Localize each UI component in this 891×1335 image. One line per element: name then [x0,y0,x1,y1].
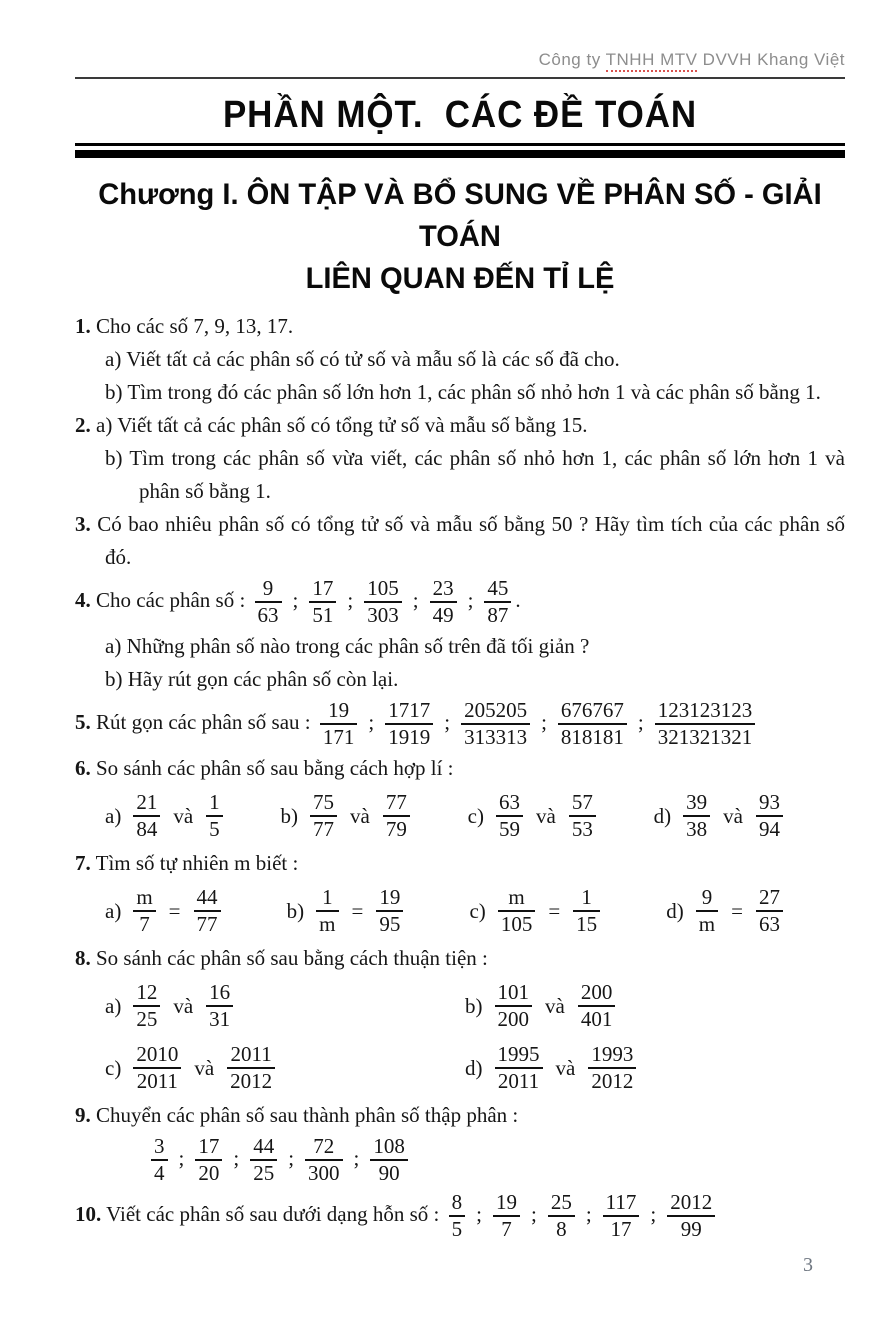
item-text: Tìm trong đó các phân số lớn hơn 1, các phân số nhỏ hơn 1 và các phân số bằng 1. [127,380,821,404]
fraction-denominator: m [698,912,716,936]
fraction-numerator: 44 [250,1135,277,1161]
problem-text: Có bao nhiêu phân số có tổng tử số và mẫu số bằng 50 ? Hãy tìm tích của các phân số đó. [97,512,846,569]
item-label: b) [105,667,123,691]
fraction-denominator: 321321321 [657,725,753,749]
fraction [495,981,533,1031]
fraction-pair [468,788,600,844]
item-label: a) [105,347,122,371]
fraction-numerator: 2011 [227,1043,275,1069]
fraction-numerator: m [133,886,155,912]
problem-1a [105,343,845,376]
pair-connector: và [545,993,565,1018]
item-label: a) [105,993,122,1018]
item-text: Tìm trong các phân số vừa viết, các phân số nhỏ hơn 1, các phân số lớn hơn 1 và phân số bằng 1. [129,446,845,503]
fraction-numerator: 63 [496,791,523,817]
fraction-denominator: 49 [432,603,454,627]
fraction-numerator: 72 [305,1135,343,1161]
fraction-denominator: 77 [196,912,218,936]
problem-6-items [105,785,845,847]
fraction-numerator: 9 [255,577,282,603]
problem-text: So sánh các phân số sau bằng cách thuận tiện : [96,946,488,970]
fraction [151,1135,168,1185]
fraction [655,699,756,749]
problem-number: 6. [75,756,91,780]
fraction [569,791,596,841]
fraction [667,1191,715,1241]
separator: ; [637,709,644,734]
fraction-denominator: 401 [580,1007,613,1031]
fraction-numerator: 1 [206,791,223,817]
fraction-numerator: 23 [430,577,457,603]
company-name-suffix: DVVH Khang Việt [697,50,845,69]
company-name [539,50,845,72]
fraction-denominator: 313313 [464,725,528,749]
pair-connector: và [173,993,194,1018]
problem-number: 8. [75,946,91,970]
item-label: d) [653,803,672,828]
fraction-numerator: 1995 [495,1043,543,1069]
fraction-denominator: 15 [576,912,598,936]
company-name-underlined: TNHH MTV [606,50,698,72]
item-label: b) [286,898,305,923]
problem-7-items [105,880,845,942]
problem-4 [75,574,845,630]
fraction [696,886,718,936]
fraction [498,886,536,936]
item-label: a) [105,803,122,828]
fraction [310,791,337,841]
fraction-numerator: 45 [484,577,511,603]
fraction-numerator: 205205 [461,699,530,725]
fraction-denominator: 4 [154,1161,165,1185]
fraction [449,1191,466,1241]
problem-text: Tìm số tự nhiên m biết : [95,851,299,875]
fraction-denominator: 31 [209,1007,231,1031]
item-text: Viết tất cả các phân số có tổng tử số và mẫu số bằng 15. [117,413,588,437]
fraction-denominator: 2011 [497,1069,540,1093]
problem-text: Viết các phân số sau dưới dạng hỗn số : [106,1201,440,1226]
problem-8-row1 [105,975,845,1037]
problem-number: 4. [75,587,91,612]
separator: ; [444,709,451,734]
company-name-prefix: Công ty [538,50,606,69]
fraction [364,577,402,627]
problem-2b [105,442,845,508]
pair-connector: và [536,803,556,828]
chapter-title-line2: LIÊN QUAN ĐẾN TỈ LỆ [305,262,615,295]
problem-5 [75,696,845,752]
problem-number: 1. [75,314,91,338]
fraction [588,1043,636,1093]
fraction [495,1043,543,1093]
fraction [493,1191,520,1241]
problem-2a [75,409,845,442]
pair-connector: và [555,1055,576,1080]
fraction-denominator: 38 [686,817,708,841]
problem-1b [105,376,845,409]
item-text: Hãy rút gọn các phân số còn lại. [127,667,399,691]
fraction [756,791,783,841]
fraction-numerator: 1 [573,886,600,912]
fraction-pair [105,1040,465,1096]
page-header [75,0,845,79]
item-label: b) [465,993,483,1018]
fraction [194,886,221,936]
problem-text: So sánh các phân số sau bằng cách hợp lí : [96,756,454,780]
fraction-denominator: m [319,912,336,936]
fraction-numerator: 44 [194,886,221,912]
fraction [383,791,410,841]
fraction-pair [105,883,225,939]
fraction-denominator: 7 [139,912,150,936]
fraction-denominator: 63 [257,603,279,627]
item-text: Những phân số nào trong các phân số trên đã tối giản ? [126,634,590,658]
fraction-numerator: 17 [309,577,336,603]
item-label: a) [105,898,122,923]
pair-connector: = [351,898,364,923]
separator: ; [467,587,474,612]
fraction-denominator: 2012 [591,1069,634,1093]
problem-number: 5. [75,709,91,734]
fraction [385,699,433,749]
fraction-denominator: 59 [499,817,520,841]
fraction-denominator: 90 [378,1161,400,1185]
part-title: PHẦN MỘT. CÁC ĐỀ TOÁN [222,94,698,136]
fraction-numerator: 3 [151,1135,168,1161]
item-label: d) [465,1055,483,1080]
item-label: b) [105,446,123,470]
separator: ; [541,709,547,734]
problem-3 [75,508,845,574]
separator: ; [233,1145,240,1170]
fraction-numerator: 57 [569,791,596,817]
separator: ; [476,1201,482,1226]
fraction [133,886,155,936]
separator: ; [650,1201,657,1226]
problem-1 [75,310,845,343]
fraction [558,699,627,749]
fraction [133,791,160,841]
fraction-pair [654,788,787,844]
fraction [206,981,233,1031]
pair-connector: và [350,803,370,828]
problem-9 [75,1099,845,1132]
trailing-punctuation: . [515,587,521,612]
fraction-numerator: 123123123 [655,699,756,725]
fraction-numerator: 16 [206,981,233,1007]
chapter-title [87,174,834,300]
fraction-numerator: 25 [548,1191,575,1217]
problem-6 [75,752,845,785]
fraction [309,577,336,627]
fraction-numerator: 9 [696,886,718,912]
problem-8-row2 [105,1037,845,1099]
fraction-denominator: 25 [253,1161,275,1185]
problem-9-fractions [147,1132,845,1188]
fraction-numerator: 676767 [558,699,627,725]
fraction-numerator: 17 [195,1135,222,1161]
fraction [320,699,358,749]
title-divider [75,143,845,158]
fraction-denominator: 5 [451,1217,463,1241]
fraction-denominator: 7 [501,1217,512,1241]
fraction [370,1135,408,1185]
problem-number: 2. [75,413,91,437]
fraction-list [445,1190,720,1241]
pair-connector: = [168,898,181,923]
fraction-pair [465,1040,640,1096]
separator: ; [288,1145,295,1170]
fraction-denominator: 8 [556,1217,567,1241]
item-text: Viết tất cả các phân số có tử số và mẫu số là các số đã cho. [126,347,620,371]
fraction-denominator: 63 [758,912,780,936]
problem-text: Cho các số 7, 9, 13, 17. [96,314,294,338]
fraction-denominator: 2012 [230,1069,273,1093]
fraction-numerator: 1 [316,886,338,912]
fraction-numerator: 1993 [588,1043,636,1069]
fraction [430,577,457,627]
fraction [496,791,523,841]
fraction-numerator: 117 [603,1191,640,1217]
separator: ; [353,1145,360,1170]
fraction [756,886,783,936]
problem-number: 3. [75,512,91,536]
fraction-denominator: 20 [198,1161,220,1185]
problem-4b [105,663,845,696]
fraction-denominator: 77 [313,817,334,841]
pair-connector: và [194,1055,215,1080]
fraction-numerator: 105 [364,577,402,603]
problem-number: 7. [75,851,91,875]
separator: ; [292,587,299,612]
fraction-numerator: 2010 [133,1043,181,1069]
separator: ; [585,1201,592,1226]
fraction [683,791,710,841]
chapter-title-line1: Chương I. ÔN TẬP VÀ BỔ SUNG VỀ PHÂN SỐ - GIẢI TOÁN [98,178,822,253]
item-label: a) [105,634,122,658]
fraction-denominator: 303 [367,603,399,627]
problem-number: 10. [75,1201,102,1226]
fraction-denominator: 79 [385,817,407,841]
fraction-numerator: 2012 [667,1191,715,1217]
fraction [133,981,160,1031]
fraction [578,981,616,1031]
problem-8 [75,942,845,975]
separator: ; [368,709,375,734]
fraction-numerator: 19 [493,1191,520,1217]
fraction-denominator: 818181 [560,725,624,749]
fraction [195,1135,222,1185]
item-label: c) [469,898,486,923]
fraction-pair [465,978,619,1034]
fraction [250,1135,277,1185]
problem-number: 9. [75,1103,91,1127]
fraction [376,886,403,936]
fraction [461,699,530,749]
fraction-pair [287,883,408,939]
fraction-numerator: 77 [383,791,410,817]
fraction-numerator: 200 [578,981,616,1007]
fraction [255,577,282,627]
fraction-denominator: 300 [308,1161,340,1185]
problem-4a [105,630,845,663]
fraction [573,886,600,936]
fraction-numerator: m [498,886,536,912]
fraction-pair [666,883,787,939]
separator: ; [530,1201,537,1226]
item-label: c) [467,803,484,828]
pair-connector: = [731,898,743,923]
fraction-numerator: 93 [756,791,783,817]
fraction-numerator: 19 [376,886,403,912]
fraction-pair [105,978,465,1034]
fraction [603,1191,640,1241]
fraction [133,1043,181,1093]
fraction-denominator: 87 [487,603,509,627]
separator: ; [347,587,354,612]
fraction-denominator: 200 [497,1007,529,1031]
fraction-denominator: 17 [610,1217,632,1241]
fraction-numerator: 21 [133,791,160,817]
fraction-numerator: 8 [449,1191,466,1217]
problem-text: Rút gọn các phân số sau : [96,709,311,734]
fraction [316,886,338,936]
pair-connector: = [548,898,561,923]
item-label: b) [280,803,298,828]
fraction-numerator: 27 [756,886,783,912]
fraction-denominator: 105 [500,912,533,936]
problem-text: Cho các phân số : [96,587,246,612]
fraction-list [147,1134,412,1185]
fraction-denominator: 51 [312,603,334,627]
item-label: c) [105,1055,122,1080]
fraction-numerator: 19 [320,699,358,725]
fraction-denominator: 94 [759,817,780,841]
fraction-denominator: 2011 [136,1069,178,1093]
fraction-denominator: 1919 [388,725,431,749]
problem-text: Chuyển các phân số sau thành phân số thập phân : [96,1103,519,1127]
fraction-denominator: 5 [209,817,220,841]
fraction-pair [469,883,604,939]
fraction [484,577,511,627]
fraction-numerator: 39 [683,791,710,817]
pair-connector: và [173,803,194,828]
pair-connector: và [723,803,743,828]
page-number: 3 [803,1254,813,1276]
fraction-denominator: 171 [322,725,355,749]
fraction-pair [105,788,227,844]
separator: ; [412,587,419,612]
fraction [305,1135,343,1185]
fraction-denominator: 99 [680,1217,702,1241]
fraction-numerator: 1717 [385,699,433,725]
fraction-pair [281,788,414,844]
fraction-denominator: 95 [379,912,401,936]
item-label: b) [105,380,123,404]
problem-10 [75,1188,845,1244]
fraction [206,791,223,841]
fraction-denominator: 25 [136,1007,158,1031]
fraction-list [316,698,759,749]
fraction [227,1043,275,1093]
problem-7 [75,847,845,880]
fraction-list [251,576,521,627]
fraction-numerator: 101 [495,981,533,1007]
item-label: d) [666,898,684,923]
item-label: a) [96,413,113,437]
fraction-denominator: 53 [571,817,593,841]
separator: ; [178,1145,185,1170]
fraction-numerator: 108 [370,1135,408,1161]
fraction [548,1191,575,1241]
fraction-numerator: 12 [133,981,160,1007]
fraction-denominator: 84 [136,817,158,841]
fraction-numerator: 75 [310,791,337,817]
